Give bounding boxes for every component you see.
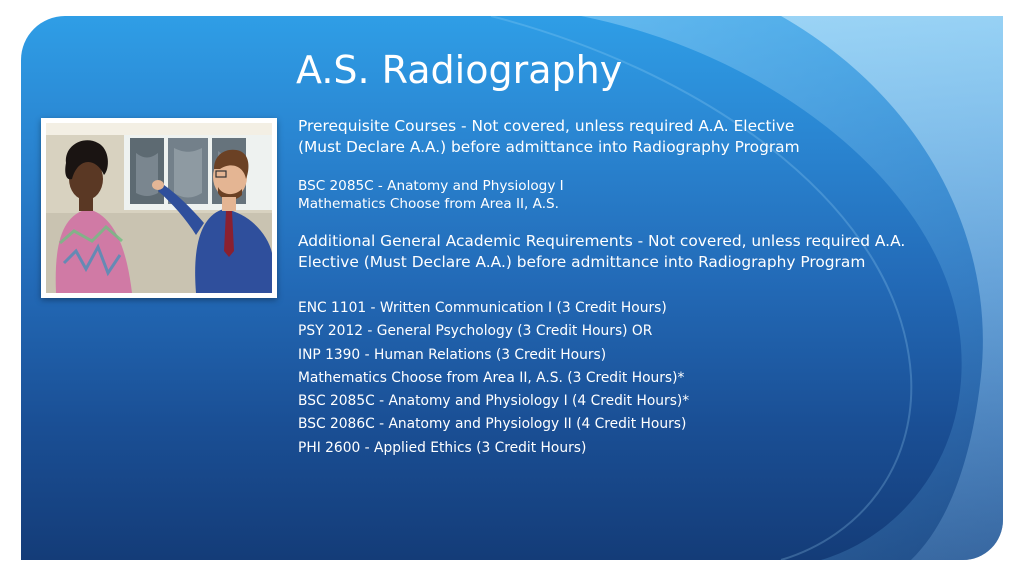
course-list-item: INP 1390 - Human Relations (3 Credit Hours) xyxy=(298,346,607,363)
slide-title: A.S. Radiography xyxy=(296,48,623,92)
prereq-course-item: BSC 2085C - Anatomy and Physiology I xyxy=(298,178,564,194)
course-list-item: PSY 2012 - General Psychology (3 Credit Hours) OR xyxy=(298,323,653,340)
xray-review-photo xyxy=(46,123,272,293)
prereq-course-item: Mathematics Choose from Area II, A.S. xyxy=(298,196,559,212)
course-list-item: BSC 2085C - Anatomy and Physiology I (4 Credit Hours)* xyxy=(298,393,690,410)
course-list-item: BSC 2086C - Anatomy and Physiology II (4 Credit Hours) xyxy=(298,416,687,433)
slide-body xyxy=(298,116,978,460)
slide xyxy=(21,16,1003,560)
additional-heading-line1: Additional General Academic Requirements - Not covered, unless required A.A. xyxy=(298,232,906,250)
course-list-item: PHI 2600 - Applied Ethics (3 Credit Hours) xyxy=(298,439,587,456)
course-list-item: ENC 1101 - Written Communication I (3 Credit Hours) xyxy=(298,300,667,316)
additional-course-list xyxy=(298,297,978,460)
additional-heading-line2: Elective (Must Declare A.A.) before admittance into Radiography Program xyxy=(298,253,866,271)
prereq-heading-line2: (Must Declare A.A.) before admittance into Radiography Program xyxy=(298,138,800,156)
prereq-heading-line1: Prerequisite Courses - Not covered, unless required A.A. Elective xyxy=(298,117,795,135)
course-list-item: Mathematics Choose from Area II, A.S. (3 Credit Hours)* xyxy=(298,369,685,386)
photo-frame xyxy=(41,118,277,298)
